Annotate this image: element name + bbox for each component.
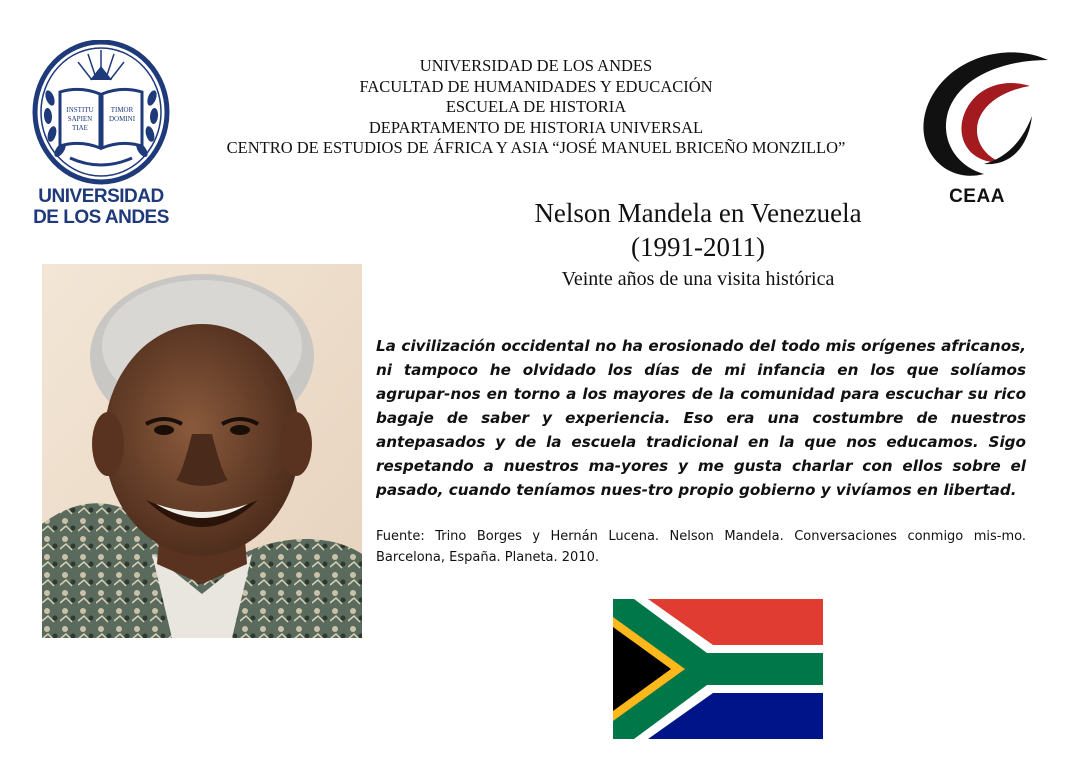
ula-seal-icon [30,40,172,190]
south-africa-flag-icon [613,599,823,739]
quote-source: Fuente: Trino Borges y Hernán Lucena. Nelson Mandela. Conversaciones conmigo mis-mo. Barcelona, España. Planeta. 2010. [376,529,1026,565]
page-subtitle: Veinte años de una visita histórica [561,268,835,290]
nelson-mandela-portrait-icon [42,264,362,638]
header-line-school: ESCUELA DE HISTORIA [445,97,627,116]
header-line-department: DEPARTAMENTO DE HISTORIA UNIVERSAL [368,117,704,137]
ceaa-wordmark: CEAA [949,186,1005,207]
title-years: (1991-2011) [631,232,765,262]
svg-text:SAPIEN: SAPIEN [67,115,93,123]
header-line-faculty: FACULTAD DE HUMANIDADES Y EDUCACIÓN [359,76,713,96]
ula-logo-line2: DE LOS ANDES [33,207,169,228]
header-line-university: UNIVERSIDAD DE LOS ANDES [419,56,653,75]
header-line-center: CENTRO DE ESTUDIOS DE ÁFRICA Y ASIA “JOSÉ MANUEL BRICEÑO MONZILLO” [226,138,846,157]
ula-logo-line1: UNIVERSIDAD [38,186,164,207]
ula-logo-wordmark [30,186,172,228]
institution-header [180,56,892,159]
page-title: Nelson Mandela en Venezuela [534,198,862,228]
portrait-image [42,264,362,638]
mandela-quote: La civilización occidental no ha erosionado del todo mis orígenes africanos, ni tampoco he olvidado los días de mi infancia en los que solíamos agrupar-nos en torno a los mayores de la comunidad para escuchar su rico bagaje de saber y experiencia. Eso era una costumbre de nuestros antepasados y de la escuela tradicional en la que nos educamos. Sigo respetando a nuestros ma-yores y me gusta charlar con ellos sobre el pasado, cuando teníamos nues-tro propio gobierno y vivíamos en libertad. [376,337,1026,499]
svg-text:TIMOR: TIMOR [110,106,134,114]
title-block [448,196,948,292]
svg-text:INSTITU: INSTITU [66,106,94,114]
ceaa-logo-icon [918,46,1054,186]
svg-text:DOMINI: DOMINI [108,115,136,123]
south-africa-flag [613,599,823,739]
svg-text:TIAE: TIAE [72,124,88,132]
